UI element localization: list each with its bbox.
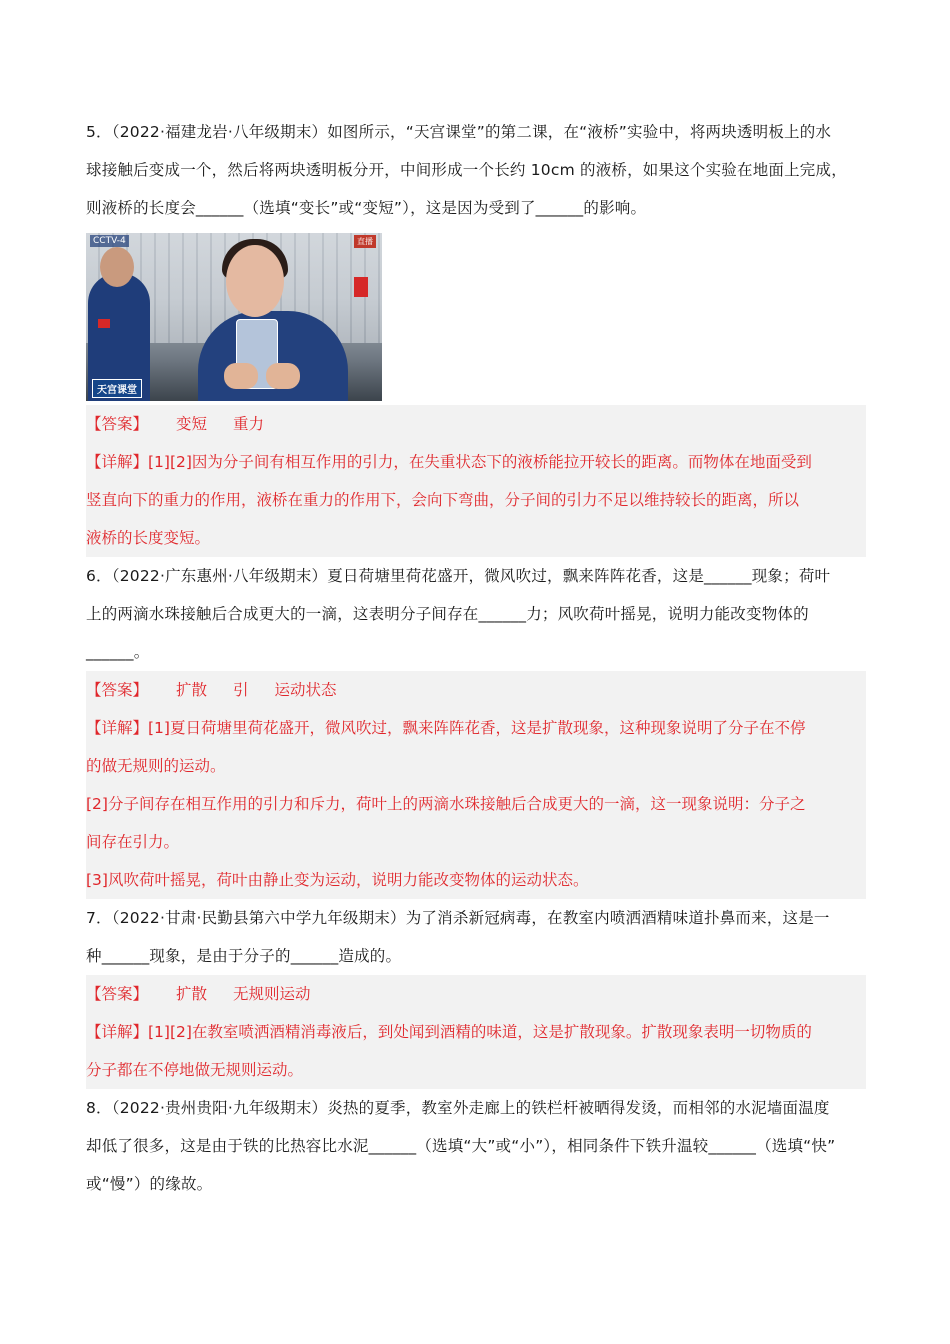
program-caption: 天宫课堂 [92, 379, 142, 398]
answer-label: 【答案】 [86, 681, 149, 699]
flag-icon [354, 277, 368, 297]
answer-box-6 [86, 671, 866, 899]
detail-line: 【详解】[1][2]在教室喷洒酒精消毒液后，到处闻到酒精的味道，这是扩散现象。扩散现象表明一切物质的 [86, 1023, 812, 1041]
question-8-line: 8．（2022·贵州贵阳·九年级期末）炎热的夏季，教室外走廊上的铁栏杆被晒得发烫，而相邻的水泥墙面温度 [86, 1099, 830, 1117]
answer-value: 运动状态 [274, 681, 337, 699]
answer-line [86, 975, 866, 1013]
astronaut-center-head [226, 245, 284, 317]
question-8 [86, 1089, 866, 1203]
astronaut-left-head [100, 247, 134, 287]
question-5-line: 球接触后变成一个，然后将两块透明板分开，中间形成一个长约 10cm 的液桥，如果这个实验在地面上完成， [86, 161, 847, 179]
answer-value: 引 [233, 681, 249, 699]
question-6-line: 6．（2022·广东惠州·八年级期末）夏日荷塘里荷花盛开，微风吹过，飘来阵阵花香，这是______现象；荷叶 [86, 567, 831, 585]
detail-line: 间存在引力。 [86, 833, 180, 851]
answer-value: 无规则运动 [233, 985, 311, 1003]
answer-value: 扩散 [176, 985, 208, 1003]
answer-label: 【答案】 [86, 985, 149, 1003]
question-7 [86, 899, 866, 975]
detail-line: [2]分子间存在相互作用的引力和斥力，荷叶上的两滴水珠接触后合成更大的一滴，这一现象说明：分子之 [86, 795, 806, 813]
detail-line: 液桥的长度变短。 [86, 529, 211, 547]
hand-left [224, 363, 258, 389]
answer-value: 扩散 [176, 681, 208, 699]
question-6-line: ______。 [86, 643, 150, 661]
answer-value: 重力 [233, 415, 265, 433]
detail-line: 分子都在不停地做无规则运动。 [86, 1061, 304, 1079]
space-station-photo [86, 233, 382, 401]
answer-label: 【答案】 [86, 415, 149, 433]
detail-line: 竖直向下的重力的作用，液桥在重力的作用下，会向下弯曲，分子间的引力不足以维持较长的距离，所以 [86, 491, 800, 509]
answer-box-7 [86, 975, 866, 1089]
question-8-line: 或“慢”）的缘故。 [86, 1175, 213, 1193]
question-6-line: 上的两滴水珠接触后合成更大的一滴，这表明分子间存在______力；风吹荷叶摇晃，说明力能改变物体的 [86, 605, 809, 623]
detail-line: 的做无规则的运动。 [86, 757, 226, 775]
answer-box-5 [86, 405, 866, 557]
question-8-line: 却低了很多，这是由于铁的比热容比水泥______（选填“大”或“小”），相同条件下铁升温较______（选填“快” [86, 1137, 836, 1155]
live-badge: 直播 [354, 235, 376, 248]
detail-line: 【详解】[1][2]因为分子间有相互作用的引力，在失重状态下的液桥能拉开较长的距离。而物体在地面受到 [86, 453, 812, 471]
question-5-line: 5．（2022·福建龙岩·八年级期末）如图所示，“天宫课堂”的第二课，在“液桥”实验中，将两块透明板上的水 [86, 123, 832, 141]
answer-line [86, 405, 866, 443]
question-7-line: 7．（2022·甘肃·民勤县第六中学九年级期末）为了消杀新冠病毒，在教室内喷洒酒精味道扑鼻而来，这是一 [86, 909, 830, 927]
detail-line: 【详解】[1]夏日荷塘里荷花盛开，微风吹过，飘来阵阵花香，这是扩散现象，这种现象说明了分子在不停 [86, 719, 806, 737]
answer-value: 变短 [176, 415, 208, 433]
question-5 [86, 113, 866, 227]
document-page [86, 113, 866, 1203]
answer-line [86, 671, 866, 709]
question-6 [86, 557, 866, 671]
flag-patch-icon [98, 319, 110, 328]
hand-right [266, 363, 300, 389]
question-7-line: 种______现象，是由于分子的______造成的。 [86, 947, 402, 965]
channel-logo: CCTV-4 [90, 235, 129, 247]
detail-line: [3]风吹荷叶摇晃，荷叶由静止变为运动，说明力能改变物体的运动状态。 [86, 871, 589, 889]
question-5-line: 则液桥的长度会______（选填“变长”或“变短”），这是因为受到了______的影响。 [86, 199, 647, 217]
